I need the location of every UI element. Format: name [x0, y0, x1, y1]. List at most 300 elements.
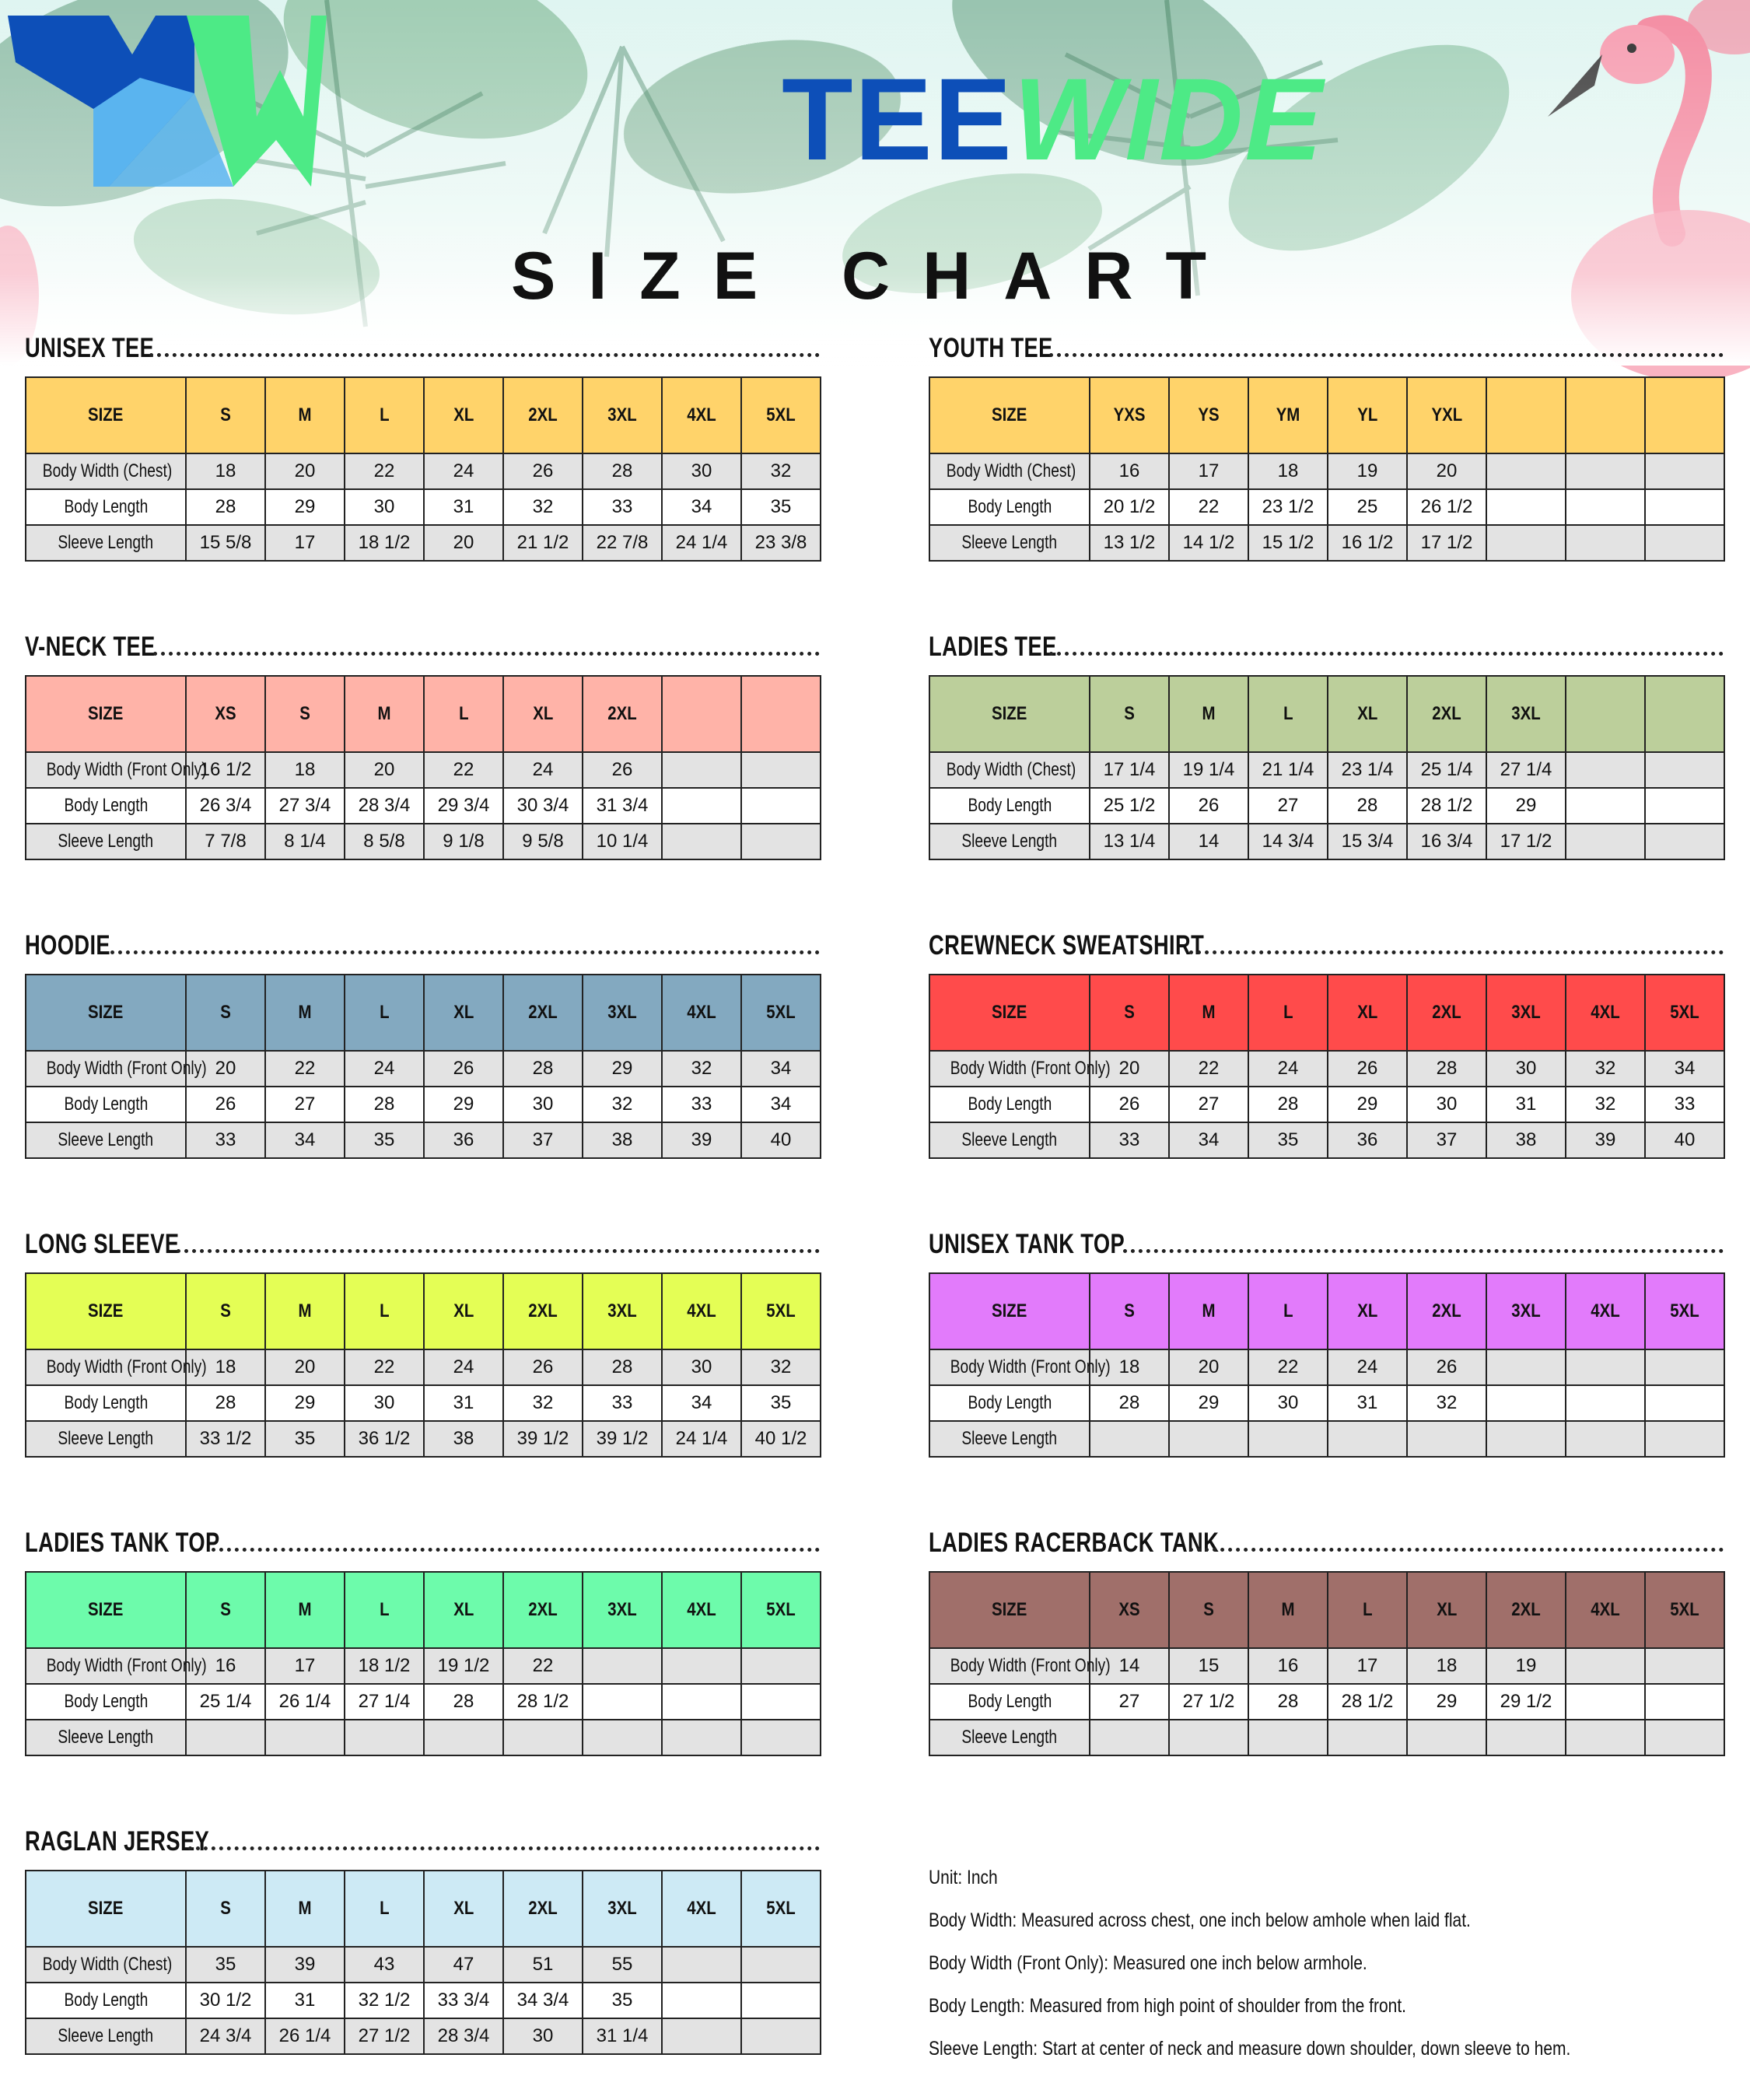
- measurement-value: 31: [1486, 1087, 1566, 1122]
- measurement-value: 25 1/4: [186, 1684, 265, 1720]
- measurement-value: [503, 1720, 583, 1755]
- measurement-label: Body Width (Front Only): [46, 1655, 207, 1676]
- measurement-value: [1566, 824, 1645, 859]
- measurement-label-cell: [929, 1122, 1090, 1158]
- note-body-width-front: Body Width (Front Only): Measured one inch below armhole.: [929, 1952, 1367, 1974]
- size-header-cell: [26, 377, 186, 453]
- measurement-row: [26, 2018, 821, 2054]
- size-label: XL: [1356, 1002, 1378, 1023]
- measurement-value: 30: [503, 1087, 583, 1122]
- section-ladies-racerback-tank: [929, 1524, 1750, 1756]
- measurement-value: 36: [424, 1122, 503, 1158]
- measurement-label-cell: [929, 824, 1090, 859]
- measurement-value: [741, 1648, 821, 1684]
- header-row: [26, 377, 821, 453]
- size-label: L: [379, 1599, 390, 1620]
- size-cell: [1486, 377, 1566, 453]
- size-cell: [583, 975, 662, 1051]
- size-label: 4XL: [687, 1300, 716, 1321]
- measurement-value: [1645, 752, 1724, 788]
- section-header: [929, 927, 1750, 974]
- measurement-row: [26, 1385, 821, 1421]
- measurement-value: 22: [503, 1648, 583, 1684]
- measurement-value: [1090, 1720, 1169, 1755]
- measurement-value: 34: [662, 1385, 741, 1421]
- size-table: [25, 1272, 821, 1458]
- measurement-label-cell: [929, 1087, 1090, 1122]
- size-header-label: SIZE: [88, 703, 124, 724]
- measurement-value: [1566, 453, 1645, 489]
- measurement-value: 15 5/8: [186, 525, 265, 561]
- section-unisex-tank-top: [929, 1226, 1750, 1458]
- measurement-value: 26: [503, 1349, 583, 1385]
- section-raglan-jersey: [25, 1823, 846, 2055]
- measurement-value: 20: [265, 1349, 345, 1385]
- measurement-row: [929, 1648, 1724, 1684]
- measurement-label-cell: [929, 1051, 1111, 1087]
- dotted-divider: [1189, 1548, 1724, 1552]
- measurement-value: 43: [345, 1947, 424, 1983]
- size-cell: [1566, 377, 1645, 453]
- header-row: [929, 377, 1724, 453]
- measurement-label-cell: [929, 788, 1090, 824]
- size-label: XL: [453, 1599, 474, 1620]
- size-label: L: [379, 404, 390, 425]
- section-header: [929, 1524, 1750, 1571]
- size-label: YM: [1276, 404, 1300, 425]
- measurement-value: 32: [1566, 1051, 1645, 1087]
- section-ladies-tank-top: [25, 1524, 846, 1756]
- measurement-value: 31: [424, 489, 503, 525]
- size-cell: [1090, 377, 1169, 453]
- measurement-notes: [929, 1862, 1738, 2076]
- measurement-row: [929, 1385, 1724, 1421]
- measurement-value: 26 1/4: [265, 1684, 345, 1720]
- measurement-label-cell: [929, 525, 1090, 561]
- measurement-value: 26: [1169, 788, 1248, 824]
- size-cell: [1248, 676, 1328, 752]
- measurement-value: [1645, 824, 1724, 859]
- size-label: 4XL: [1591, 1599, 1620, 1620]
- size-cell: [1566, 975, 1645, 1051]
- header-row: [929, 975, 1724, 1051]
- measurement-value: 18 1/2: [345, 1648, 424, 1684]
- measurement-value: 17: [265, 525, 345, 561]
- size-label: S: [220, 404, 231, 425]
- size-table: [929, 1571, 1725, 1756]
- measurement-row: [26, 1122, 821, 1158]
- measurement-value: [345, 1720, 424, 1755]
- measurement-value: 29 3/4: [424, 788, 503, 824]
- measurement-value: 17: [1169, 453, 1248, 489]
- size-cell: [1566, 1273, 1645, 1349]
- size-label: 2XL: [1432, 1300, 1461, 1321]
- size-cell: [1486, 1572, 1566, 1648]
- section-title: UNISEX TEE: [25, 333, 155, 363]
- section-header: [929, 1226, 1750, 1272]
- measurement-value: [1248, 1421, 1328, 1457]
- dotted-divider: [110, 950, 820, 954]
- measurement-value: 20: [186, 1051, 265, 1087]
- size-label: 2XL: [1511, 1599, 1541, 1620]
- section-title: RAGLAN JERSEY: [25, 1826, 210, 1857]
- measurement-value: [265, 1720, 345, 1755]
- measurement-value: [662, 1684, 741, 1720]
- measurement-value: [741, 824, 821, 859]
- section-title: YOUTH TEE: [929, 333, 1053, 363]
- measurement-value: [1328, 1720, 1407, 1755]
- measurement-value: [583, 1720, 662, 1755]
- header-row: [26, 1871, 821, 1947]
- measurement-value: [662, 752, 741, 788]
- measurement-value: [1486, 489, 1566, 525]
- measurement-row: [929, 1684, 1724, 1720]
- size-cell: [503, 377, 583, 453]
- measurement-value: [1645, 1684, 1724, 1720]
- measurement-value: 31 1/4: [583, 2018, 662, 2054]
- measurement-row: [26, 824, 821, 859]
- measurement-value: 32: [1407, 1385, 1486, 1421]
- measurement-value: 28 1/2: [1328, 1684, 1407, 1720]
- size-label: M: [298, 1898, 312, 1919]
- measurement-label-cell: [26, 453, 186, 489]
- measurement-value: 39: [662, 1122, 741, 1158]
- measurement-value: 34: [741, 1087, 821, 1122]
- size-label: 3XL: [1511, 1002, 1541, 1023]
- section-header: [25, 628, 846, 675]
- measurement-value: 30: [1486, 1051, 1566, 1087]
- measurement-value: [1645, 788, 1724, 824]
- measurement-value: 34: [662, 489, 741, 525]
- measurement-label: Sleeve Length: [961, 831, 1058, 852]
- size-label: M: [298, 1599, 312, 1620]
- size-cell: [1328, 1572, 1407, 1648]
- size-label: XL: [453, 1300, 474, 1321]
- size-label: M: [377, 703, 391, 724]
- note-sleeve-length: Sleeve Length: Start at center of neck and measure down shoulder, down sleeve to hem.: [929, 2038, 1571, 2060]
- measurement-value: 29: [583, 1051, 662, 1087]
- measurement-value: 37: [1407, 1122, 1486, 1158]
- size-label: M: [298, 1300, 312, 1321]
- measurement-value: 28: [583, 453, 662, 489]
- size-label: 5XL: [1670, 1002, 1699, 1023]
- measurement-value: [1248, 1720, 1328, 1755]
- measurement-value: 32: [1566, 1087, 1645, 1122]
- measurement-value: [1486, 1720, 1566, 1755]
- size-label: L: [1283, 1002, 1293, 1023]
- section-crewneck-sweatshirt: [929, 927, 1750, 1159]
- dotted-divider: [188, 1846, 820, 1850]
- measurement-value: 29: [1407, 1684, 1486, 1720]
- header-row: [929, 1273, 1724, 1349]
- measurement-row: [929, 489, 1724, 525]
- measurement-label: Body Length: [968, 1094, 1052, 1115]
- section-title: UNISEX TANK TOP: [929, 1229, 1125, 1259]
- measurement-label: Body Width (Chest): [946, 460, 1076, 481]
- measurement-value: 32: [741, 1349, 821, 1385]
- measurement-value: 34 3/4: [503, 1983, 583, 2018]
- size-cell: [1090, 1572, 1169, 1648]
- measurement-value: [662, 1947, 741, 1983]
- measurement-value: 19: [1328, 453, 1407, 489]
- size-header-label: SIZE: [88, 1898, 124, 1919]
- measurement-value: 33: [186, 1122, 265, 1158]
- measurement-label-cell: [929, 752, 1090, 788]
- measurement-row: [26, 1648, 821, 1684]
- size-label: 3XL: [1511, 703, 1541, 724]
- measurement-row: [929, 525, 1724, 561]
- measurement-value: [1328, 1421, 1407, 1457]
- measurement-value: 22: [1169, 1051, 1248, 1087]
- measurement-value: 34: [1645, 1051, 1724, 1087]
- measurement-value: 20: [424, 525, 503, 561]
- size-cell: [1328, 1273, 1407, 1349]
- size-label: S: [220, 1002, 231, 1023]
- measurement-value: 27 1/2: [345, 2018, 424, 2054]
- size-label: M: [1202, 1002, 1216, 1023]
- measurement-row: [929, 1349, 1724, 1385]
- measurement-row: [26, 1051, 821, 1087]
- header-row: [26, 676, 821, 752]
- measurement-value: 7 7/8: [186, 824, 265, 859]
- page-title: SIZE CHART: [511, 239, 1239, 313]
- measurement-label: Body Width (Chest): [42, 1954, 173, 1975]
- measurement-value: 32: [741, 453, 821, 489]
- measurement-value: 27: [1090, 1684, 1169, 1720]
- measurement-value: 28: [186, 1385, 265, 1421]
- measurement-value: 22: [345, 1349, 424, 1385]
- measurement-label: Body Width (Chest): [946, 759, 1076, 780]
- measurement-row: [26, 489, 821, 525]
- measurement-value: 28: [1248, 1684, 1328, 1720]
- measurement-value: 18: [186, 1349, 265, 1385]
- measurement-value: 22: [345, 453, 424, 489]
- measurement-value: 38: [424, 1421, 503, 1457]
- measurement-value: 30 1/2: [186, 1983, 265, 2018]
- measurement-value: 30 3/4: [503, 788, 583, 824]
- measurement-label: Body Width (Front Only): [46, 759, 207, 780]
- size-cell: [265, 975, 345, 1051]
- measurement-value: 27: [1169, 1087, 1248, 1122]
- measurement-value: [1645, 489, 1724, 525]
- measurement-value: 27 1/2: [1169, 1684, 1248, 1720]
- measurement-label: Body Width (Front Only): [950, 1058, 1111, 1079]
- size-label: 2XL: [528, 1300, 558, 1321]
- size-label: L: [458, 703, 469, 724]
- measurement-value: [1486, 525, 1566, 561]
- measurement-value: [583, 1648, 662, 1684]
- measurement-value: 8 1/4: [265, 824, 345, 859]
- measurement-value: [1645, 1349, 1724, 1385]
- measurement-value: 38: [583, 1122, 662, 1158]
- size-cell: [741, 975, 821, 1051]
- measurement-value: 23 1/2: [1248, 489, 1328, 525]
- measurement-value: 28: [186, 489, 265, 525]
- measurement-value: [662, 1648, 741, 1684]
- size-cell: [1486, 1273, 1566, 1349]
- size-label: XL: [1356, 703, 1378, 724]
- measurement-value: 14: [1090, 1648, 1169, 1684]
- size-header-cell: [26, 1572, 186, 1648]
- size-cell: [662, 1572, 741, 1648]
- size-label: XL: [453, 1002, 474, 1023]
- measurement-value: 18: [1407, 1648, 1486, 1684]
- header-row: [26, 1273, 821, 1349]
- section-header: [25, 330, 846, 376]
- size-cell: [741, 1871, 821, 1947]
- measurement-value: 28: [1090, 1385, 1169, 1421]
- measurement-value: 36: [1328, 1122, 1407, 1158]
- header-row: [929, 676, 1724, 752]
- size-cell: [1169, 1273, 1248, 1349]
- measurement-value: [1090, 1421, 1169, 1457]
- size-label: YXS: [1113, 404, 1146, 425]
- measurement-value: 33 1/2: [186, 1421, 265, 1457]
- size-header-cell: [26, 1871, 186, 1947]
- size-label: 2XL: [528, 404, 558, 425]
- measurement-value: [1645, 1720, 1724, 1755]
- size-label: XL: [532, 703, 554, 724]
- measurement-row: [929, 824, 1724, 859]
- measurement-value: 36 1/2: [345, 1421, 424, 1457]
- measurement-value: 47: [424, 1947, 503, 1983]
- measurement-value: 23 1/4: [1328, 752, 1407, 788]
- size-cell: [1407, 975, 1486, 1051]
- size-cell: [345, 975, 424, 1051]
- size-cell: [1645, 1273, 1724, 1349]
- measurement-value: 18: [1090, 1349, 1169, 1385]
- measurement-value: 27 1/4: [1486, 752, 1566, 788]
- size-label: M: [1281, 1599, 1295, 1620]
- size-cell: [1407, 377, 1486, 453]
- measurement-label-cell: [929, 1684, 1090, 1720]
- size-label: L: [379, 1898, 390, 1919]
- measurement-label-cell: [26, 1648, 207, 1684]
- size-cell: [1328, 975, 1407, 1051]
- measurement-label: Body Length: [64, 496, 148, 517]
- section-unisex-tee: [25, 330, 846, 562]
- measurement-value: 25 1/4: [1407, 752, 1486, 788]
- size-header-cell: [26, 1273, 186, 1349]
- measurement-value: 30: [1407, 1087, 1486, 1122]
- size-header-cell: [26, 975, 186, 1051]
- size-label: 3XL: [607, 1898, 637, 1919]
- measurement-value: 20: [1169, 1349, 1248, 1385]
- measurement-value: [741, 788, 821, 824]
- size-cell: [345, 676, 424, 752]
- measurement-value: 51: [503, 1947, 583, 1983]
- size-cell: [662, 1273, 741, 1349]
- measurement-value: 35: [345, 1122, 424, 1158]
- size-label: YS: [1198, 404, 1220, 425]
- measurement-value: 34: [265, 1122, 345, 1158]
- measurement-row: [26, 752, 821, 788]
- size-cell: [265, 377, 345, 453]
- measurement-value: 24 3/4: [186, 2018, 265, 2054]
- measurement-value: 33 3/4: [424, 1983, 503, 2018]
- measurement-value: 26: [186, 1087, 265, 1122]
- measurement-value: 28: [503, 1051, 583, 1087]
- measurement-value: 33: [1645, 1087, 1724, 1122]
- measurement-value: 37: [503, 1122, 583, 1158]
- measurement-value: 24: [1328, 1349, 1407, 1385]
- size-label: 4XL: [687, 1002, 716, 1023]
- section-title: CREWNECK SWEATSHIRT: [929, 930, 1205, 961]
- measurement-value: [1645, 1648, 1724, 1684]
- size-header-label: SIZE: [992, 1599, 1027, 1620]
- measurement-value: [662, 824, 741, 859]
- dotted-divider: [212, 1548, 820, 1552]
- measurement-value: [1566, 1385, 1645, 1421]
- measurement-value: [1566, 1720, 1645, 1755]
- measurement-label-cell: [929, 1720, 1090, 1755]
- section-v-neck-tee: [25, 628, 846, 860]
- size-cell: [1248, 377, 1328, 453]
- size-cell: [186, 1871, 265, 1947]
- measurement-label-cell: [26, 824, 186, 859]
- size-cell: [503, 975, 583, 1051]
- size-table: [929, 1272, 1725, 1458]
- measurement-value: 17: [265, 1648, 345, 1684]
- size-label: 5XL: [766, 1002, 796, 1023]
- dotted-divider: [177, 1249, 820, 1253]
- size-cell: [424, 676, 503, 752]
- measurement-value: 39 1/2: [503, 1421, 583, 1457]
- section-title: LONG SLEEVE: [25, 1229, 180, 1259]
- measurement-value: [741, 1983, 821, 2018]
- measurement-label-cell: [929, 453, 1090, 489]
- measurement-value: 34: [741, 1051, 821, 1087]
- measurement-value: 35: [1248, 1122, 1328, 1158]
- measurement-value: 27 3/4: [265, 788, 345, 824]
- measurement-label: Body Length: [64, 1691, 148, 1712]
- section-header: [929, 628, 1750, 675]
- measurement-label-cell: [26, 1983, 186, 2018]
- measurement-value: 17: [1328, 1648, 1407, 1684]
- measurement-value: 33: [662, 1087, 741, 1122]
- section-header: [25, 1823, 846, 1870]
- measurement-row: [26, 453, 821, 489]
- size-header-cell: [929, 975, 1090, 1051]
- section-ladies-tee: [929, 628, 1750, 860]
- measurement-value: 33: [1090, 1122, 1169, 1158]
- size-label: XL: [453, 1898, 474, 1919]
- measurement-label: Sleeve Length: [961, 532, 1058, 553]
- section-title: HOODIE: [25, 930, 111, 961]
- measurement-value: 27 1/4: [345, 1684, 424, 1720]
- size-cell: [1566, 1572, 1645, 1648]
- measurement-value: 26 1/2: [1407, 489, 1486, 525]
- size-label: L: [379, 1300, 390, 1321]
- dotted-divider: [149, 353, 820, 357]
- size-label: 4XL: [1591, 1002, 1620, 1023]
- size-label: 2XL: [528, 1898, 558, 1919]
- measurement-row: [929, 1122, 1724, 1158]
- note-body-length: Body Length: Measured from high point of shoulder from the front.: [929, 1995, 1407, 2017]
- measurement-value: 18: [1248, 453, 1328, 489]
- measurement-label: Sleeve Length: [961, 1727, 1058, 1748]
- measurement-label: Body Length: [968, 1691, 1052, 1712]
- measurement-label: Sleeve Length: [58, 1428, 154, 1449]
- size-label: 2XL: [528, 1002, 558, 1023]
- size-cell: [424, 975, 503, 1051]
- size-cell: [265, 1572, 345, 1648]
- measurement-value: 30: [503, 2018, 583, 2054]
- dotted-divider: [1123, 1249, 1724, 1253]
- size-cell: [186, 676, 265, 752]
- measurement-value: 39: [265, 1947, 345, 1983]
- size-header-label: SIZE: [88, 1599, 124, 1620]
